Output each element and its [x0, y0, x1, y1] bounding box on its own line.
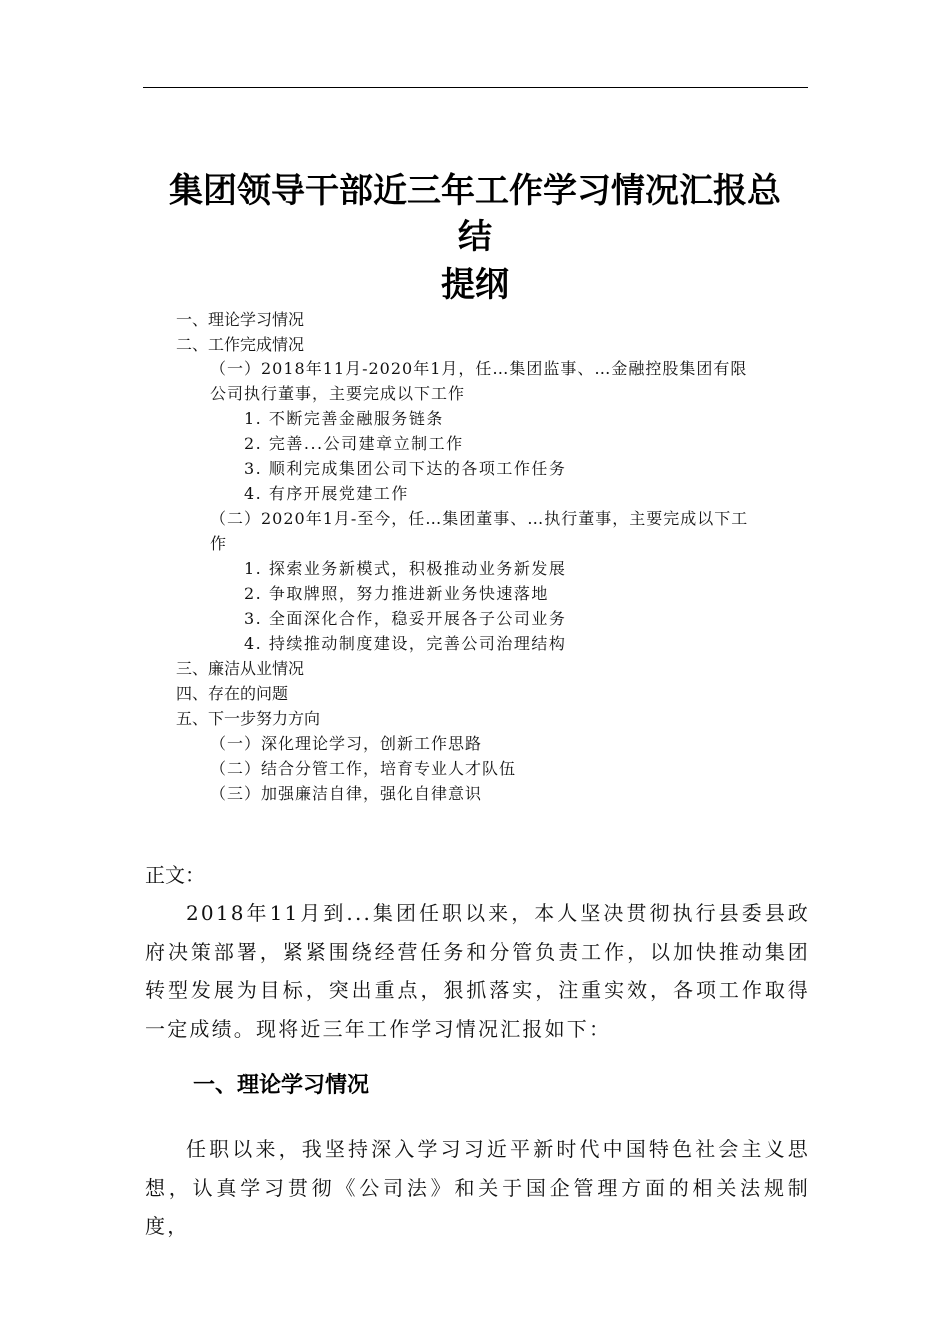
outline-section-5: 五、下一步努力方向 — [176, 709, 321, 728]
outline-sub-2-1-line-1: （一）2018年11月-2020年1月，任…集团监事、…金融控股集团有限 — [210, 359, 748, 378]
body-label: 正文： — [145, 863, 205, 887]
outline-item: 2. 争取牌照，努力推进新业务快速落地 — [244, 584, 549, 603]
outline-section-2: 二、工作完成情况 — [176, 335, 305, 354]
outline-sub-2-2-line-1: （二）2020年1月-至今，任…集团董事、…执行董事，主要完成以下工 — [210, 509, 749, 528]
document-title-outline: 提纲 — [441, 265, 509, 305]
outline-section-1: 一、理论学习情况 — [176, 310, 305, 329]
outline-section-4: 四、存在的问题 — [176, 684, 289, 703]
outline-item: （二）结合分管工作，培育专业人才队伍 — [210, 759, 517, 778]
outline-item: 1. 探索业务新模式，积极推动业务新发展 — [244, 559, 567, 578]
section-heading-theory-study: 一、理论学习情况 — [193, 1073, 370, 1098]
theory-study-paragraph: 任职以来，我坚持深入学习习近平新时代中国特色社会主义思想，认真学习贯彻《公司法》和关于国企管理方面的相关法规制度， — [145, 1137, 810, 1238]
outline-section-3: 三、廉洁从业情况 — [176, 659, 305, 678]
outline-item: 3. 全面深化合作，稳妥开展各子公司业务 — [244, 609, 567, 628]
outline-sub-2-2-line-2: 作 — [210, 534, 228, 553]
outline-item: 1. 不断完善金融服务链条 — [244, 409, 444, 428]
outline-item: 3. 顺利完成集团公司下达的各项工作任务 — [244, 459, 567, 478]
outline-item: （三）加强廉洁自律，强化自律意识 — [210, 784, 483, 803]
intro-paragraph: 2018年11月到...集团任职以来，本人坚决贯彻执行县委县政府决策部署，紧紧围绕经营任务和分管负责工作，以加快推动集团转型发展为目标，突出重点，狠抓落实，注重实效，各项工作取得一定成绩。现将近三年工作学习情况汇报如下： — [145, 901, 810, 1041]
outline-item: 2. 完善...公司建章立制工作 — [244, 434, 464, 453]
outline-item: 4. 持续推动制度建设，完善公司治理结构 — [244, 634, 567, 653]
document-title-line-2: 结 — [458, 217, 492, 257]
outline-sub-2-1-line-2: 公司执行董事，主要完成以下工作 — [210, 384, 466, 403]
outline-item: （一）深化理论学习，创新工作思路 — [210, 734, 483, 753]
document-title-line-1: 集团领导干部近三年工作学习情况汇报总 — [169, 171, 781, 211]
header-rule — [143, 87, 808, 88]
outline-item: 4. 有序开展党建工作 — [244, 484, 409, 503]
